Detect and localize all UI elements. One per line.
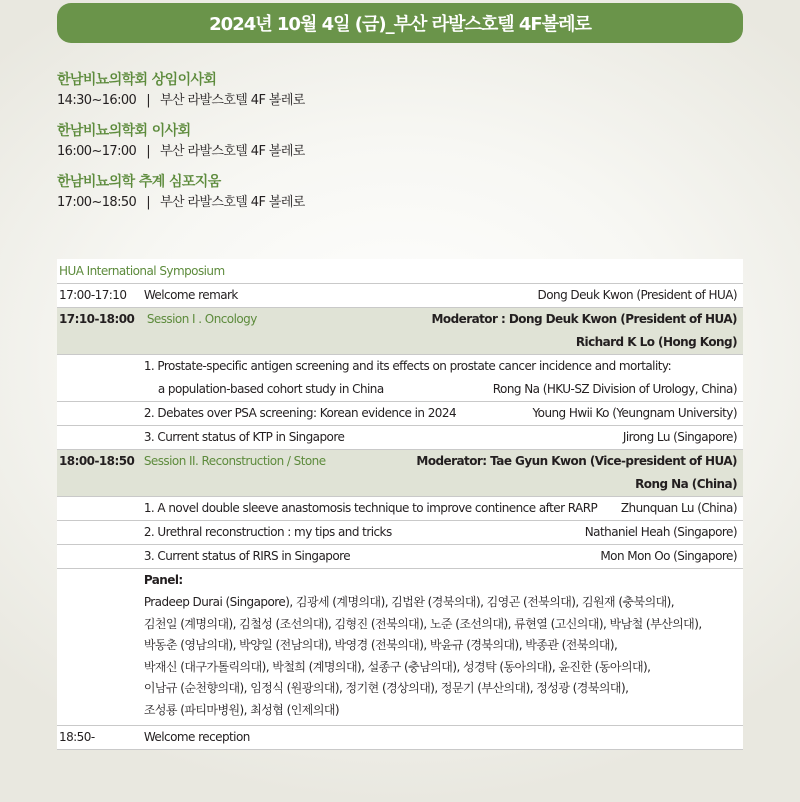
meeting-time: 17:00~18:50	[57, 195, 137, 210]
panel-line: 이남규 (순천향의대), 임정식 (원광의대), 정기현 (경상의대), 정문기 (부산의대), 정성광 (경북의대),	[143, 681, 629, 695]
meeting-item	[57, 70, 305, 112]
row-content	[144, 284, 743, 308]
talk-speaker: Jirong Lu (Singapore)	[622, 430, 737, 444]
row-title: Welcome reception	[144, 726, 743, 750]
table-row	[57, 426, 743, 450]
talk-speaker: Zhunquan Lu (China)	[620, 501, 737, 515]
meeting-place: 부산 라발스호텔 4F 볼레로	[160, 144, 305, 159]
meeting-title: 한남비뇨의학회 이사회	[57, 123, 191, 139]
session-comoderator: Richard K Lo (Hong Kong)	[575, 335, 737, 349]
meeting-title: 한남비뇨의학회 상임이사회	[57, 72, 217, 88]
talk-title: 1. Prostate-specific antigen screening and its effects on prostate cancer incidence and mortality:	[143, 359, 672, 373]
talk-content	[144, 402, 743, 426]
talk-speaker: Young Hwii Ko (Yeungnam University)	[532, 406, 737, 420]
talk-title: 3. Current status of KTP in Singapore	[143, 430, 345, 444]
table-row	[57, 726, 743, 750]
session-moderator: Moderator: Tae Gyun Kwon (Vice-president of HUA)	[416, 454, 737, 468]
meeting-info	[57, 90, 305, 112]
panel-line: 박재신 (대구가톨릭의대), 박철희 (계명의대), 설종구 (충남의대), 성경탁 (동아의대), 윤진한 (동아의대),	[143, 659, 651, 674]
panel-line: 조성룡 (파티마병원), 최성협 (인제의대)	[143, 702, 340, 717]
table-row	[57, 545, 743, 569]
talk-content	[144, 355, 743, 402]
talk-title-cont: a population-based cohort study in China	[157, 382, 384, 396]
talk-title: 1. A novel double sleeve anastomosis technique to improve continence after RARP	[143, 501, 598, 515]
table-row	[57, 284, 743, 308]
schedule-header-row	[57, 259, 743, 284]
row-speaker: Dong Deuk Kwon (President of HUA)	[537, 288, 737, 302]
meeting-place: 부산 라발스호텔 4F 볼레로	[160, 93, 305, 108]
row-time: 17:00-17:10	[57, 284, 144, 308]
talk-title: 2. Debates over PSA screening: Korean evidence in 2024	[143, 406, 457, 420]
schedule-header: HUA International Symposium	[57, 259, 743, 284]
session-row	[57, 450, 743, 497]
session-title: Session I . Oncology	[146, 312, 257, 326]
table-row	[57, 402, 743, 426]
meeting-title: 한남비뇨의학 추계 심포지움	[57, 174, 221, 190]
panel-content	[144, 569, 743, 726]
talk-speaker: Rong Na (HKU-SZ Division of Urology, China)	[492, 382, 737, 396]
session-content	[144, 450, 743, 497]
meeting-list	[57, 70, 305, 223]
meeting-separator: |	[146, 93, 151, 108]
meeting-item	[57, 172, 305, 214]
talk-content	[144, 545, 743, 569]
meeting-time: 14:30~16:00	[57, 93, 137, 108]
talk-content	[144, 497, 743, 521]
page-banner: 2024년 10월 4일 (금)_부산 라발스호텔 4F볼레로	[57, 3, 743, 43]
talk-speaker: Mon Mon Oo (Singapore)	[600, 549, 737, 563]
talk-content	[144, 426, 743, 450]
talk-title: 3. Current status of RIRS in Singapore	[143, 549, 351, 563]
panel-list	[144, 592, 743, 721]
talk-content	[144, 521, 743, 545]
table-row	[57, 521, 743, 545]
panel-row	[57, 569, 743, 726]
session-time: 18:00-18:50	[57, 450, 144, 497]
panel-line: 김천일 (계명의대), 김철성 (조선의대), 김형진 (전북의대), 노준 (조선의대), 류현열 (고신의대), 박남철 (부산의대),	[143, 616, 702, 631]
meeting-item	[57, 121, 305, 163]
meeting-info	[57, 141, 305, 163]
session-comoderator: Rong Na (China)	[635, 477, 737, 491]
session-moderator: Moderator : Dong Deuk Kwon (President of HUA)	[431, 312, 737, 326]
meeting-info	[57, 192, 305, 214]
meeting-place: 부산 라발스호텔 4F 볼레로	[160, 195, 305, 210]
symposium-schedule-table	[57, 259, 743, 750]
row-title: Welcome remark	[143, 288, 238, 302]
table-row	[57, 355, 743, 402]
session-time: 17:10-18:00	[57, 308, 144, 355]
talk-title: 2. Urethral reconstruction : my tips and tricks	[143, 525, 392, 539]
session-row	[57, 308, 743, 355]
meeting-separator: |	[146, 195, 151, 210]
table-row	[57, 497, 743, 521]
panel-title: Panel:	[143, 573, 183, 587]
talk-speaker: Nathaniel Heah (Singapore)	[584, 525, 737, 539]
meeting-time: 16:00~17:00	[57, 144, 137, 159]
session-title: Session II. Reconstruction / Stone	[143, 454, 326, 468]
panel-line: Pradeep Durai (Singapore), 김광세 (계명의대), 김법완 (경북의대), 김영곤 (전북의대), 김원재 (충북의대),	[143, 595, 675, 609]
meeting-separator: |	[146, 144, 151, 159]
panel-line: 박동춘 (영남의대), 박양일 (전남의대), 박영경 (전북의대), 박윤규 (경북의대), 박종관 (전북의대),	[143, 638, 618, 652]
row-time: 18:50-	[57, 726, 144, 750]
session-content	[144, 308, 743, 355]
